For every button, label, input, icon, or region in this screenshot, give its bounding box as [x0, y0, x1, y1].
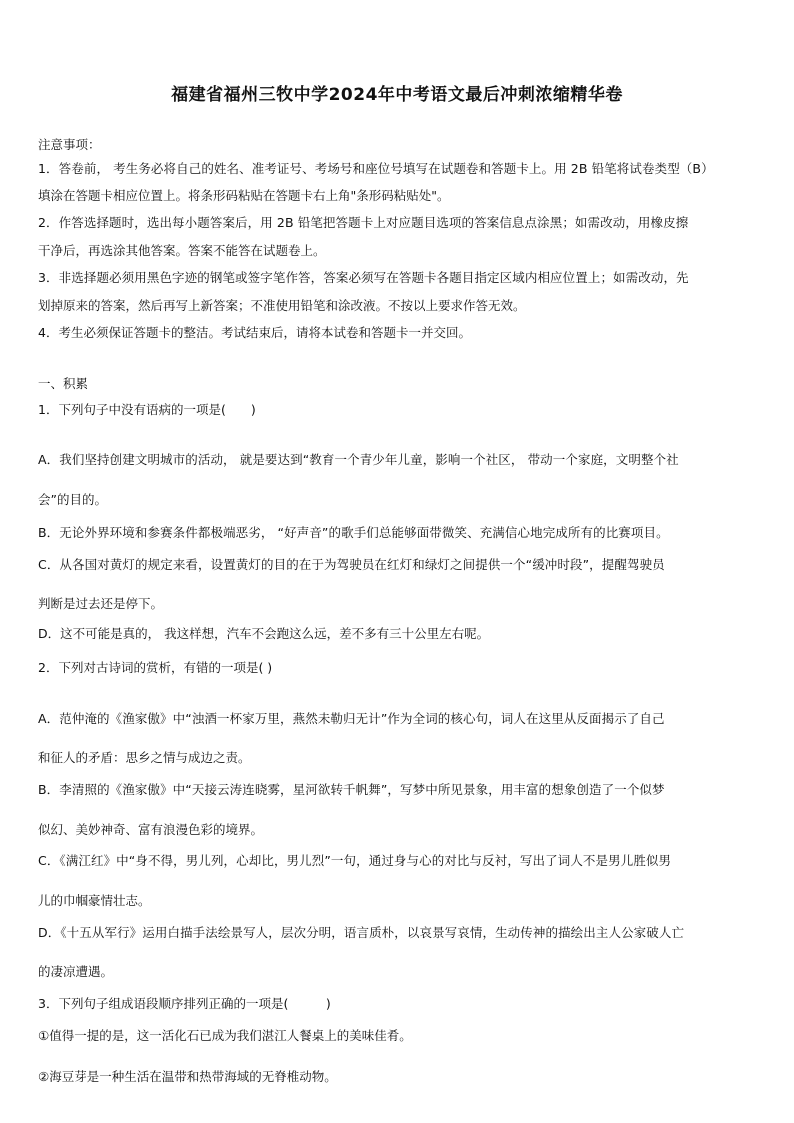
- q2-option-a-line-1: A．范仲淹的《渔家傲》中“浊酒一杯家万里，燕然未勒归无计”作为全词的核心句，词人在这里从反面揭示了自己: [38, 711, 665, 726]
- q1-option-b: B．无论外界环境和参赛条件都极端恶劣， “好声音”的歌手们总能够面带微笑、充满信心地完成所有的比赛项目。: [38, 525, 669, 540]
- notice-line-5: 3．非选择题必须用黑色字迹的钢笔或签字笔作答，答案必须写在答题卡各题目指定区域内相应位置上；如需改动，先: [38, 270, 689, 285]
- notice-line-7: 4．考生必须保证答题卡的整洁。考试结束后，请将本试卷和答题卡一并交回。: [38, 325, 471, 340]
- q2-option-b-line-2: 似幻、美妙神奇、富有浪漫色彩的境界。: [38, 822, 264, 837]
- q2-option-b-line-1: B．李清照的《渔家傲》中“天接云涛连晓雾，星河欲转千帆舞”，写梦中所见景象，用丰富的想象创造了一个似梦: [38, 782, 665, 797]
- q3-sentence-1: ①值得一提的是，这一活化石已成为我们湛江人餐桌上的美味佳肴。: [38, 1028, 412, 1043]
- q2-option-c-line-1: C．《满江红》中“身不得，男儿列，心却比，男儿烈”一句，通过身与心的对比与反衬，写出了词人不是男儿胜似男: [38, 853, 672, 868]
- q2-option-c-line-2: 儿的巾帼豪情壮志。: [38, 893, 151, 908]
- q1-stem: 1．下列句子中没有语病的一项是( ): [38, 402, 256, 417]
- q3-sentence-2: ②海豆芽是一种生活在温带和热带海域的无脊椎动物。: [38, 1069, 337, 1084]
- q2-stem: 2．下列对古诗词的赏析，有错的一项是( ): [38, 660, 273, 675]
- q2-option-d-line-1: D．《十五从军行》运用白描手法绘景写人，层次分明，语言质朴，以哀景写哀情，生动传神的描绘出主人公家破人亡: [38, 925, 685, 940]
- q2-option-d-line-2: 的凄凉遭遇。: [38, 964, 114, 979]
- q1-option-c-line-2: 判断是过去还是停下。: [38, 596, 164, 611]
- q1-option-d: D．这不可能是真的， 我这样想，汽车不会跑这么远，差不多有三十公里左右呢。: [38, 626, 490, 641]
- page-title: 福建省福州三牧中学2024年中考语文最后冲刺浓缩精华卷: [171, 85, 623, 105]
- notice-line-1: 1．答卷前， 考生务必将自己的姓名、准考证号、考场号和座位号填写在试题卷和答题卡上。用 2B 铅笔将试卷类型（B）: [38, 161, 714, 176]
- section-heading: 一、积累: [38, 376, 89, 391]
- q1-option-c-line-1: C．从各国对黄灯的规定来看，设置黄灯的目的在于为驾驶员在红灯和绿灯之间提供一个“缓冲时段”，提醒驾驶员: [38, 557, 665, 572]
- notice-line-2: 填涂在答题卡相应位置上。将条形码粘贴在答题卡右上角"条形码粘贴处"。: [38, 188, 450, 203]
- q3-stem: 3．下列句子组成语段顺序排列正确的一项是( ): [38, 996, 331, 1011]
- q1-option-a-line-2: 会”的目的。: [38, 492, 107, 507]
- q1-option-a-line-1: A．我们坚持创建文明城市的活动， 就是要达到“教育一个青少年儿童，影响一个社区， 带动一个家庭，文明整个社: [38, 452, 679, 467]
- notice-line-3: 2．作答选择题时，选出每小题答案后，用 2B 铅笔把答题卡上对应题目选项的答案信息点涂黑；如需改动，用橡皮擦: [38, 215, 689, 230]
- notice-heading: 注意事项：: [38, 137, 101, 152]
- notice-line-6: 划掉原来的答案，然后再写上新答案；不准使用铅笔和涂改液。不按以上要求作答无效。: [38, 298, 526, 313]
- q2-option-a-line-2: 和征人的矛盾：思乡之情与成边之责。: [38, 750, 251, 765]
- notice-line-4: 干净后，再选涂其他答案。答案不能答在试题卷上。: [38, 243, 326, 258]
